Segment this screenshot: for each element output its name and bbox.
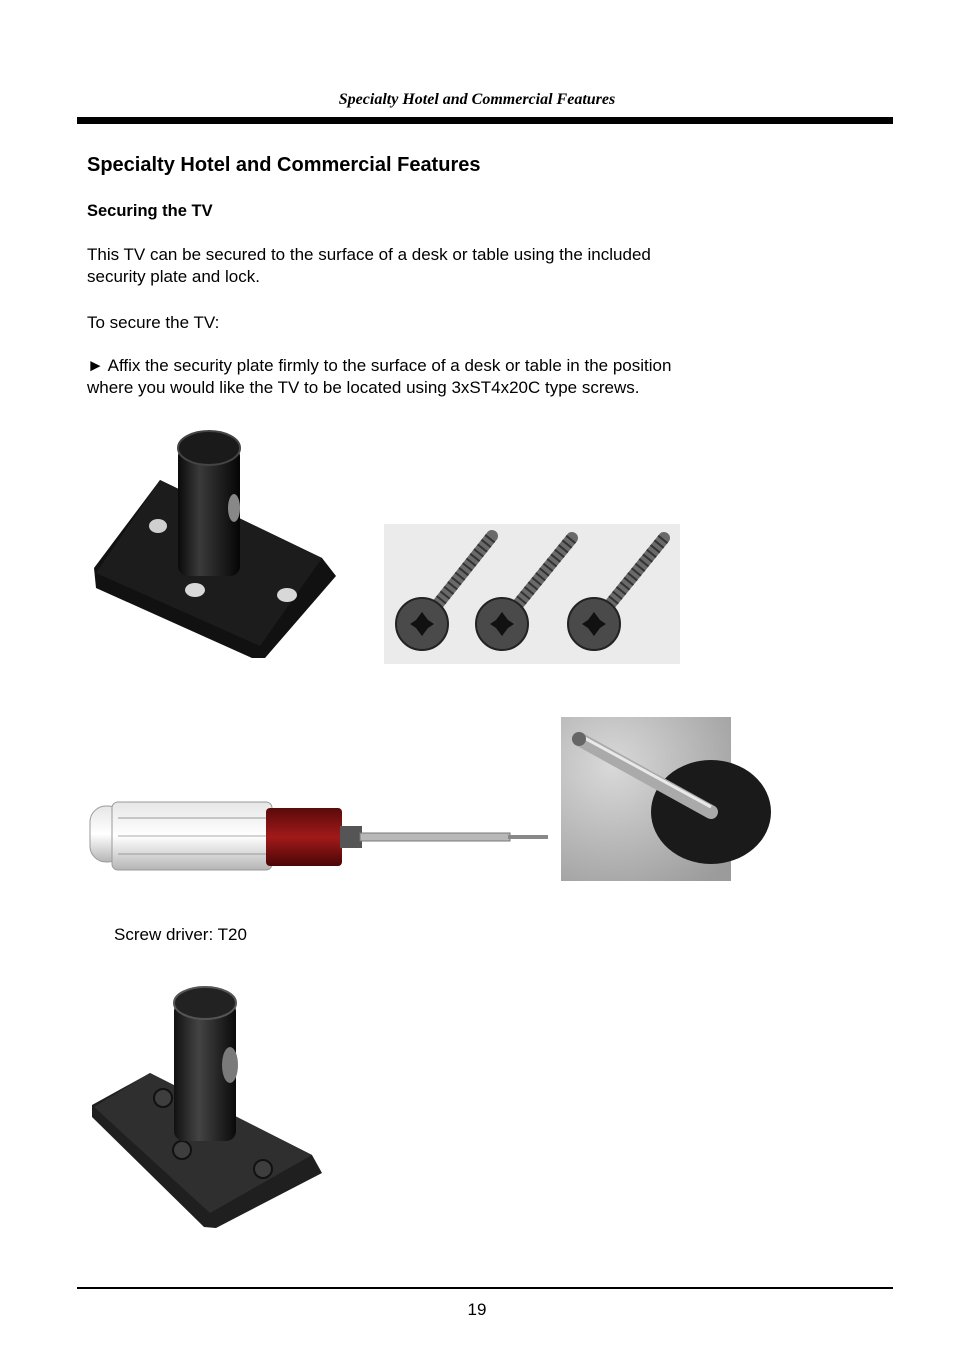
screwdriver-image: [88, 798, 550, 878]
intro-line-2: security plate and lock.: [87, 267, 260, 286]
step-1-line-1: ► Affix the security plate firmly to the surface of a desk or table in the position: [87, 356, 672, 375]
footer-rule: [77, 1287, 893, 1289]
intro-line-1: This TV can be secured to the surface of a desk or table using the included: [87, 245, 651, 264]
mounted-plate-image: [90, 985, 325, 1230]
page-number: 19: [467, 1300, 487, 1319]
section-subtitle: Securing the TV: [87, 202, 213, 220]
step-1-paragraph: [87, 355, 807, 399]
security-plate-image: [90, 428, 340, 660]
header-rule: [77, 117, 893, 124]
torx-bit-closeup-image: [561, 717, 731, 881]
screwdriver-caption: Screw driver: T20: [114, 925, 247, 944]
screws-image: [384, 524, 680, 664]
section-title: Specialty Hotel and Commercial Features: [87, 154, 481, 176]
running-header: Specialty Hotel and Commercial Features: [338, 91, 616, 108]
step-lead: To secure the TV:: [87, 313, 220, 332]
intro-paragraph: [87, 244, 787, 288]
step-1-line-2: where you would like the TV to be located using 3xST4x20C type screws.: [87, 378, 640, 397]
